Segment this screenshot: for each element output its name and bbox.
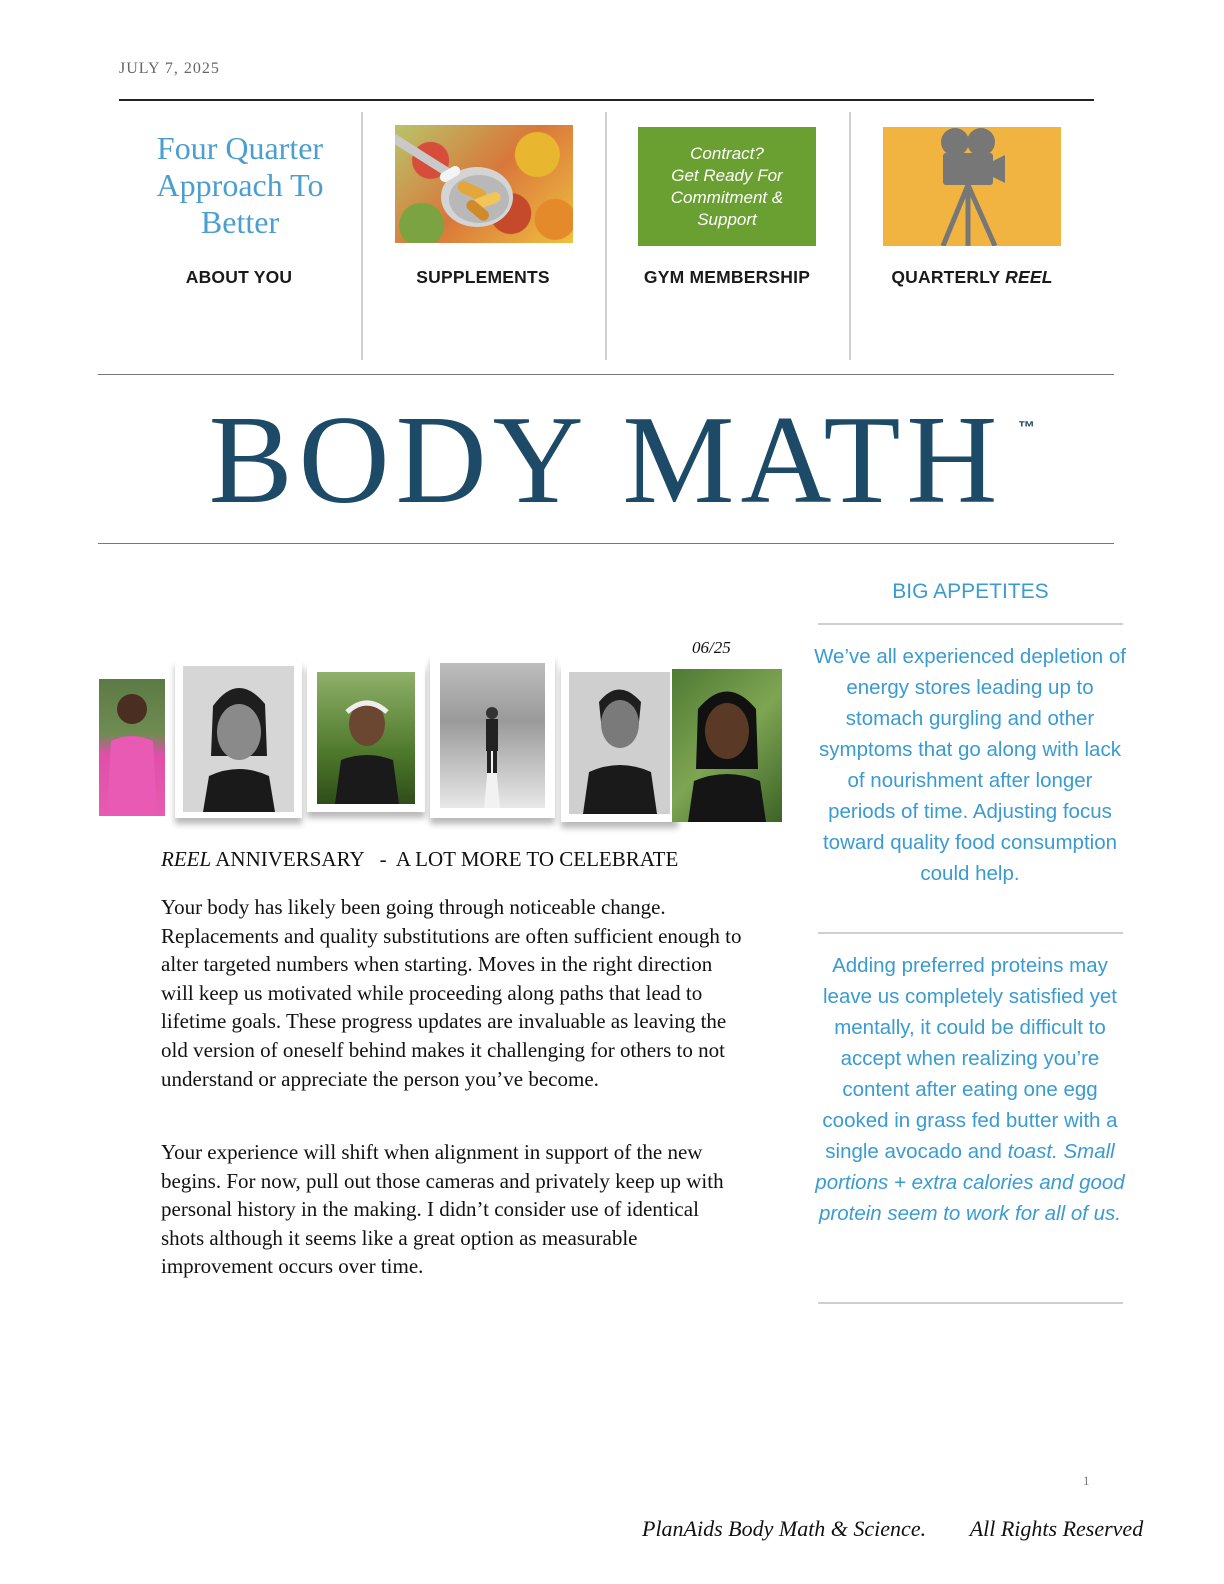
top-divider xyxy=(119,99,1094,101)
masthead-title: BODY MATH xyxy=(208,391,1004,530)
sidebar-paragraph xyxy=(814,950,1126,1229)
photo-frame xyxy=(561,664,678,822)
article-paragraph: Your experience will shift when alignment in support of the new begins. For now, pull out those cameras and privately keep up with personal history in the making. I didn’t consider use of identical shots although it seems like a great option as measurable improvement occurs over time. xyxy=(161,1140,724,1279)
gym-membership-link[interactable]: GYM MEMBERSHIP xyxy=(643,267,811,287)
issue-date: JULY 7, 2025 xyxy=(119,60,220,77)
article-paragraph: Your body has likely been going through noticeable change. Replacements and quality substitutions are often sufficient enough to alter targeted numbers when starting. Moves in the right direction will keep us motivated while proceeding along paths that lead to lifetime goals. These progress updates are invaluable as leaving the old version of oneself behind makes it challenging for others to not understand or appreciate the person you’ve become. xyxy=(161,895,742,1091)
masthead-top-rule xyxy=(98,374,1114,375)
gym-membership-card[interactable]: Contract? Get Ready For Commitment & Support xyxy=(638,127,816,246)
sidebar-rule xyxy=(818,932,1123,934)
progress-photo xyxy=(440,663,545,808)
supplements-image[interactable] xyxy=(395,125,573,243)
quarterly-label: QUARTERLY xyxy=(891,267,1006,287)
sidebar-rule xyxy=(818,623,1123,625)
sidebar-text: Adding preferred proteins may leave us completely satisfied yet mentally, it could be difficult to accept when realizing you’re content after eating one egg cooked in grass fed butter with a single avocado and xyxy=(822,954,1118,1163)
column-divider xyxy=(605,112,607,360)
movie-camera-icon xyxy=(883,127,1061,246)
sidebar-heading: BIG APPETITES xyxy=(892,580,1049,603)
person-photo-icon xyxy=(569,672,670,814)
progress-photo xyxy=(672,669,782,822)
quarterly-reel-card[interactable] xyxy=(883,127,1061,246)
quarterly-reel-link[interactable] xyxy=(857,267,1087,288)
masthead-bottom-rule xyxy=(98,543,1114,544)
sidebar-paragraph: We’ve all experienced depletion of energy stores leading up to stomach gurgling and other symptoms that go along with lack of nourishment after longer periods of time. Adjusting focus toward quality food consumption could help. xyxy=(814,645,1126,885)
article-heading-text: ANNIVERSARY - A LOT MORE TO CELEBRATE xyxy=(211,847,679,871)
person-photo-icon xyxy=(440,663,545,808)
footer-text: PlanAids Body Math & Science. All Rights Reserved xyxy=(642,1516,1144,1541)
person-photo-icon xyxy=(99,679,165,816)
photo-date: 06/25 xyxy=(692,638,731,657)
person-photo-icon xyxy=(317,672,415,804)
spoon-of-supplements-icon xyxy=(395,125,573,243)
sidebar-rule xyxy=(818,1302,1123,1304)
reel-label: REEL xyxy=(1005,267,1053,287)
sidebar-italic-text: toast. Small portions + extra calories and good protein seem to work for all of us. xyxy=(815,1140,1125,1225)
column-divider xyxy=(849,112,851,360)
trademark-mark: ™ xyxy=(1018,418,1035,437)
article-heading-italic: REEL xyxy=(161,847,212,871)
column-divider xyxy=(361,112,363,360)
page-number: 1 xyxy=(1083,1473,1090,1488)
person-photo-icon xyxy=(183,666,294,812)
progress-photo xyxy=(99,679,165,816)
progress-photo xyxy=(569,672,670,814)
article-heading xyxy=(161,847,678,872)
photo-frame xyxy=(430,655,555,818)
progress-photo xyxy=(183,666,294,812)
progress-photo xyxy=(317,672,415,804)
approach-title: Four Quarter Approach To Better xyxy=(156,130,324,240)
about-you-link[interactable]: ABOUT YOU xyxy=(185,267,293,287)
person-photo-icon xyxy=(672,669,782,822)
supplements-link[interactable]: SUPPLEMENTS xyxy=(416,267,550,287)
photo-frame xyxy=(175,660,302,818)
photo-frame xyxy=(307,664,425,812)
